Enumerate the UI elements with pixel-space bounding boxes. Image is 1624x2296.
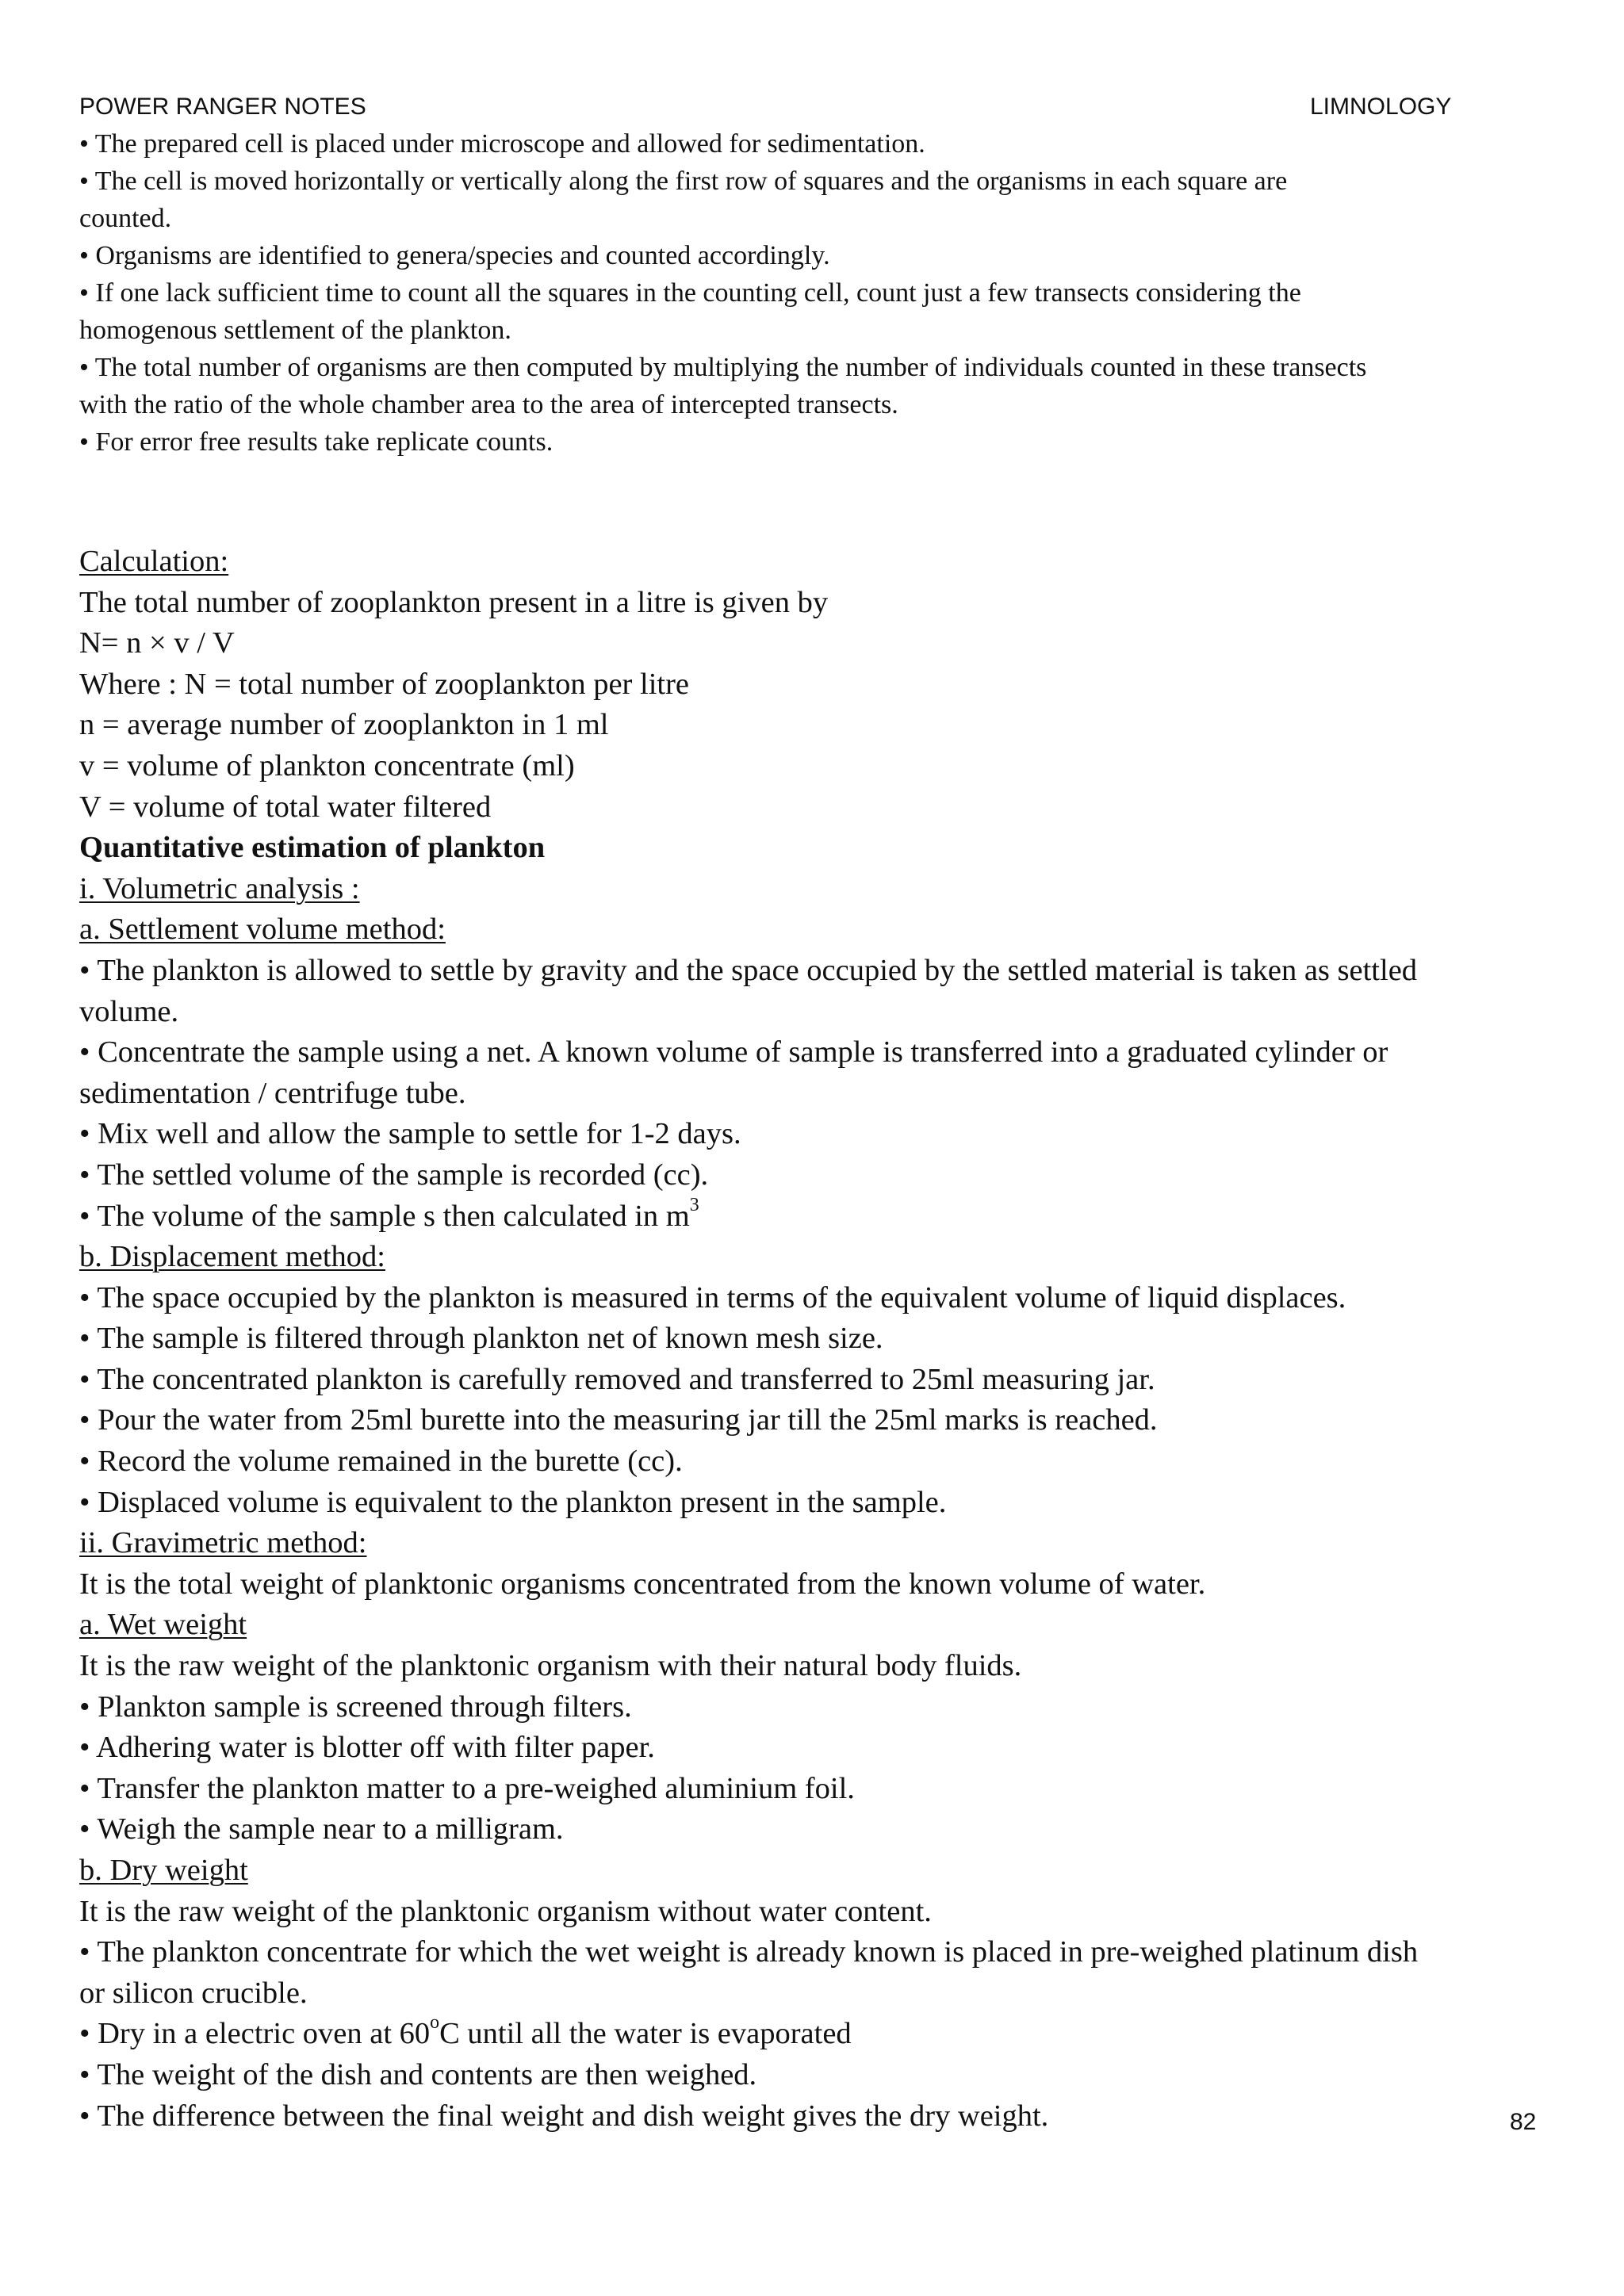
intro-line: • The prepared cell is placed under microscope and allowed for sedimentation.: [79, 129, 925, 159]
gravimetric-method-heading: ii. Gravimetric method:: [79, 1526, 367, 1560]
wet-weight-line: • Adhering water is blotter off with filter paper.: [79, 1731, 655, 1765]
displacement-line: • Record the volume remained in the burette (cc).: [79, 1445, 683, 1479]
calculation-heading: Calculation:: [79, 545, 229, 578]
settlement-method-heading: a. Settlement volume method:: [79, 913, 446, 947]
displacement-line: • Displaced volume is equivalent to the plankton present in the sample.: [79, 1485, 947, 1519]
settlement-line: • The plankton is allowed to settle by gravity and the space occupied by the settled material is taken as settled: [79, 953, 1418, 987]
displacement-line: • The sample is filtered through plankton net of known mesh size.: [79, 1322, 883, 1356]
settlement-line: volume.: [79, 994, 179, 1028]
volumetric-analysis-heading: i. Volumetric analysis :: [79, 871, 360, 905]
gravimetric-line: It is the total weight of planktonic organisms concentrated from the known volume of water.: [79, 1567, 1206, 1601]
settlement-line: • Concentrate the sample using a net. A known volume of sample is transferred into a graduated cylinder or: [79, 1035, 1388, 1070]
dry-weight-line: It is the raw weight of the planktonic organism without water content.: [79, 1894, 932, 1928]
settlement-volume-line: [79, 1196, 1542, 1238]
settlement-line: sedimentation / centrifuge tube.: [79, 1076, 466, 1110]
intro-line: homogenous settlement of the plankton.: [79, 316, 511, 345]
calculation-line: Where : N = total number of zooplankton per litre: [79, 667, 690, 701]
calculation-and-estimation-section: [79, 541, 1542, 2137]
dry-weight-line: • The difference between the final weight and dish weight gives the dry weight.: [79, 2099, 1049, 2133]
dry-oven-text-end: C until all the water is evaporated: [439, 2017, 852, 2051]
formula-line: N= n × v / V: [79, 626, 235, 660]
displacement-line: • Pour the water from 25ml burette into the measuring jar till the 25ml marks is reached.: [79, 1403, 1158, 1437]
wet-weight-heading: a. Wet weight: [79, 1608, 247, 1642]
intro-line: • If one lack sufficient time to count all the squares in the counting cell, count just a few transects considering the: [79, 278, 1301, 308]
degree-superscript: o: [430, 2012, 440, 2034]
page-body: [79, 125, 1542, 2137]
dry-oven-line: [79, 2014, 1542, 2055]
settlement-line: • The settled volume of the sample is recorded (cc).: [79, 1158, 709, 1192]
dry-weight-line: or silicon crucible.: [79, 1976, 308, 2010]
dry-oven-text-start: • Dry in a electric oven at 60: [79, 2017, 431, 2051]
quantitative-estimation-heading: Quantitative estimation of plankton: [79, 831, 546, 865]
wet-weight-line: • Transfer the plankton matter to a pre-weighed aluminium foil.: [79, 1771, 855, 1805]
wet-weight-line: • Weigh the sample near to a milligram.: [79, 1812, 564, 1846]
calculation-line: n = average number of zooplankton in 1 ml: [79, 708, 609, 742]
intro-line: counted.: [79, 204, 172, 233]
header-left-title: POWER RANGER NOTES: [79, 94, 366, 120]
intro-line: • For error free results take replicate counts.: [79, 427, 553, 457]
cubic-superscript: 3: [689, 1194, 699, 1215]
intro-line: • The total number of organisms are then computed by multiplying the number of individuals counted in these transects: [79, 353, 1367, 382]
wet-weight-line: • Plankton sample is screened through filters.: [79, 1689, 632, 1724]
calculation-line: v = volume of plankton concentrate (ml): [79, 748, 575, 783]
intro-line: • The cell is moved horizontally or vertically along the first row of squares and the organisms in each square are: [79, 166, 1288, 196]
intro-line: • Organisms are identified to genera/species and counted accordingly.: [79, 241, 830, 270]
displacement-method-heading: b. Displacement method:: [79, 1240, 385, 1274]
header-right-title: LIMNOLOGY: [1310, 94, 1452, 120]
displacement-line: • The space occupied by the plankton is measured in terms of the equivalent volume of liquid displaces.: [79, 1280, 1346, 1314]
displacement-line: • The concentrated plankton is carefully removed and transferred to 25ml measuring jar.: [79, 1362, 1155, 1396]
wet-weight-line: It is the raw weight of the planktonic organism with their natural body fluids.: [79, 1649, 1022, 1683]
dry-weight-heading: b. Dry weight: [79, 1854, 248, 1887]
settlement-volume-text: • The volume of the sample s then calculated in m: [79, 1199, 690, 1233]
settlement-line: • Mix well and allow the sample to settle for 1-2 days.: [79, 1117, 741, 1151]
dry-weight-line: • The plankton concentrate for which the wet weight is already known is placed in pre-weighed platinum dish: [79, 1935, 1419, 1969]
intro-line: with the ratio of the whole chamber area to the area of intercepted transects.: [79, 390, 898, 419]
intro-section: [79, 125, 1542, 461]
page-number: 82: [1510, 2109, 1537, 2135]
calculation-line: V = volume of total water filtered: [79, 790, 492, 824]
calculation-line: The total number of zooplankton present in a litre is given by: [79, 585, 829, 619]
dry-weight-line: • The weight of the dish and contents are then weighed.: [79, 2057, 757, 2091]
